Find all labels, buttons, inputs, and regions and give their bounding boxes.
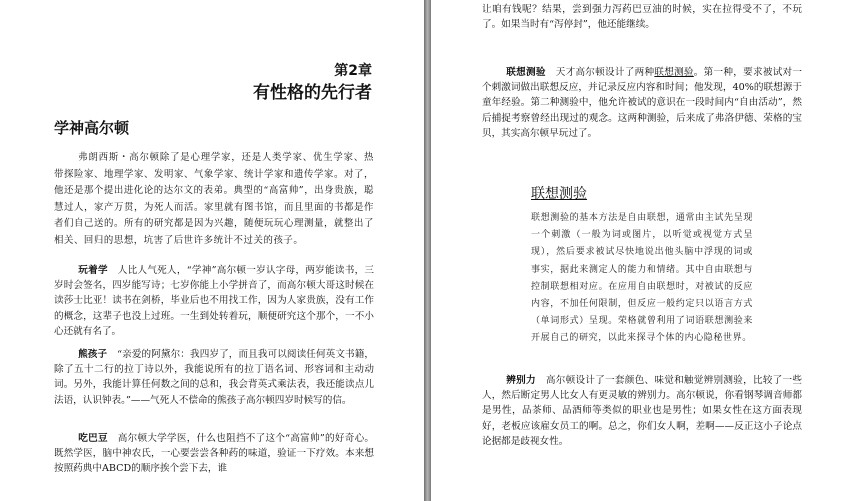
- intro-paragraph: [54, 150, 374, 250]
- section-title: 学神高尔顿: [54, 119, 130, 137]
- paragraph-text: 高尔顿大学学医，什么也阻挡不了这个“高富帅”的好奇心。既然学医，脑中神农氏，一心要尝尝各种药的味道，验证一下疗效。本来想按照药典中ABCD的顺序挨个尝下去，谁: [54, 433, 375, 475]
- paragraph-text: 。第一种，要求被试对一个刺激词做出联想反应，并记录反应内容和时间；他发现，40%的联想源于童年经验。第二种测验中，他允许被试的意识在一段时间内“自由活动”，然后捕捉考察曾经出现过的观念。这两种测验，后来成了弗洛伊德、荣格的宝贝，其实高尔顿早玩过了。: [482, 67, 803, 139]
- chapter-number: 第2章: [334, 63, 372, 79]
- sidebar-box-text: 联想测验的基本方法是自由联想，通常由主试先呈现一个刺激（一般为词或图片，以听觉或视觉方式呈现），然后要求被试尽快地说出他头脑中浮现的词或事实，据此来测定人的能力和情绪。其中自由联想与控制联想相对应。在应用自由联想时，对被试的反应内容，不加任何限制，但反应一般约定只以语言方式（单词形式）呈现。荣格就曾利用了词语联想测验来开展自己的研究，以此来探寻个体的内心隐秘世界。: [531, 213, 753, 344]
- left-page: [0, 0, 424, 501]
- sidebar-box-title: 联想测验: [531, 186, 587, 202]
- paragraph-continued: [482, 2, 802, 32]
- paragraph-chibadou: [54, 431, 374, 477]
- paragraph-lead: 熊孩子: [78, 349, 108, 360]
- paragraph-lead: 玩着学: [78, 265, 108, 276]
- paragraph-text: “亲爱的阿黛尔：我四岁了，而且我可以阅读任何英文书籍，除了五十二行的拉丁诗以外，我能说所有的拉丁语名词、形容词和主动动词。另外，我能计算任何数之间的总和，我会背英式乘法表，我还能读点儿法语，认识钟表。”——气死人不偿命的熊孩子高尔顿四岁时候写的信。: [54, 349, 375, 406]
- paragraph-wanzhexue: [54, 263, 374, 339]
- paragraph-bianbieli: [482, 373, 802, 449]
- paragraph-text: 天才高尔顿设计了两种: [555, 67, 655, 78]
- right-page: [431, 0, 851, 501]
- paragraph-lead: 联想测验: [506, 67, 546, 78]
- paragraph-text: 让咱有钱呢？结果，尝到强力泻药巴豆油的时候，实在拉得受不了，不玩了。如果当时有“泻停封”，他还能继续。: [482, 4, 802, 31]
- association-test-link[interactable]: 联想测验: [654, 67, 694, 78]
- page-gutter: [424, 0, 431, 501]
- paragraph-lead: 辨别力: [506, 375, 536, 386]
- intro-text: 弗朗西斯・高尔顿除了是心理学家，还是人类学家、优生学家、热带探险家、地理学家、发明家、气象学家、统计学家和遗传学家。对了，他还是那个提出进化论的达尔文的表弟。典型的“高富帅”，出身贵族，聪慧过人，家产万贯，为死人而活。家里就有图书馆，而且里面的书都是作者们自己送的。所有的研究都是因为兴趣，随便玩玩心理测量，就整出了相关、回归的思想，坑害了后世许多统计不过关的孩子。: [54, 152, 375, 246]
- paragraph-lead: 吃巴豆: [78, 433, 108, 444]
- paragraph-text: 高尔顿设计了一套颜色、味觉和触觉辨别测验，比较了一些人，然后断定男人比女人有更灵敏的辨别力。高尔顿说，你看钢琴调音师都是男性，品茶师、品酒师等类似的职业也是男性；如果女性在这方面表现好，老板应该雇女员工的啊。总之，你们女人啊，差啊——反正这小子论点论据都是歧视女性。: [482, 375, 803, 447]
- paragraph-xionghaizi: [54, 347, 374, 408]
- paragraph-lianxiang: [482, 65, 802, 141]
- chapter-title: 有性格的先行者: [253, 83, 372, 103]
- paragraph-text: 人比人气死人，“学神”高尔顿一岁认字母，两岁能读书，三岁时会签名，四岁能写诗；七岁你能上小学拼音了，而高尔顿大哥这时候在读莎士比亚！读书在剑桥，毕业后也不用找工作，因为人家贵族，没有工作的概念，这辈子也没上过班。一生到处转着玩，顺便研究这个那个，一不小心还就有名了。: [54, 265, 375, 337]
